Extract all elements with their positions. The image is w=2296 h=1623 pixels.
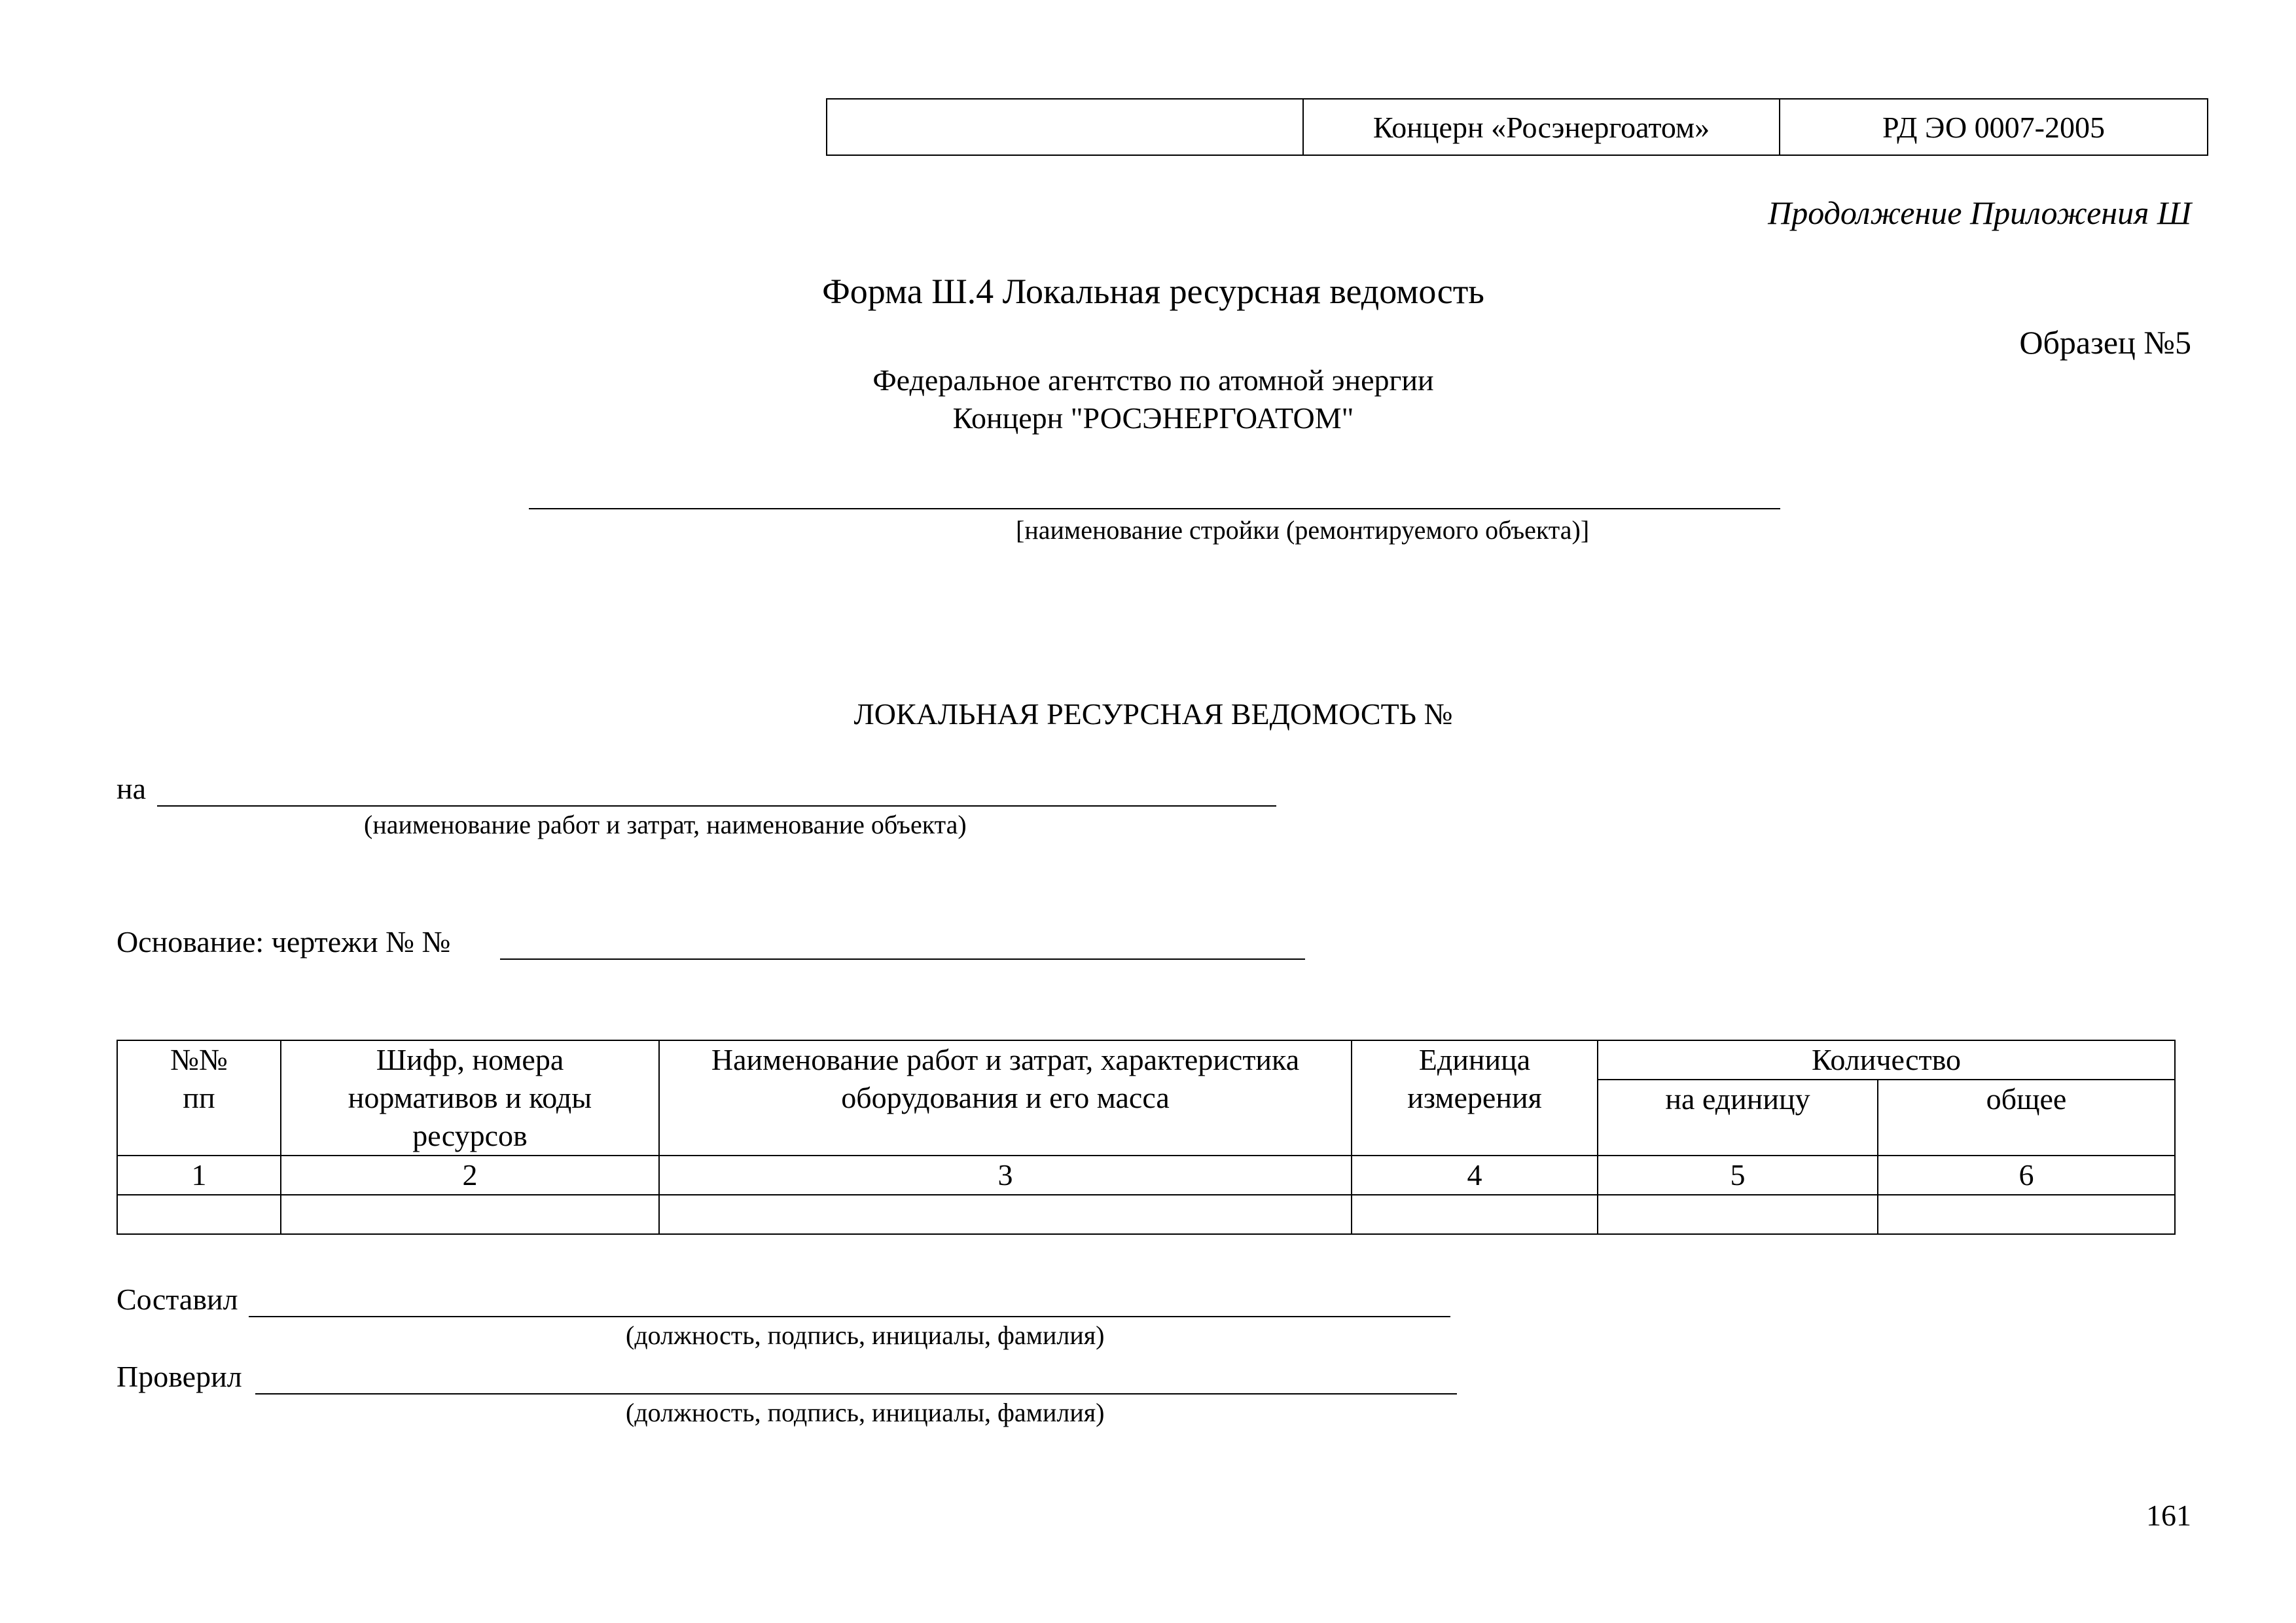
empty-cell xyxy=(1352,1195,1598,1234)
sample-label: Образец №5 xyxy=(2019,324,2191,361)
col-header-code-line2: нормативов и коды xyxy=(348,1081,592,1114)
col-header-unit-line1: Единица xyxy=(1418,1043,1531,1076)
column-numbers-row xyxy=(117,1156,2175,1195)
col-header-code xyxy=(281,1040,659,1156)
column-number: 3 xyxy=(659,1156,1352,1195)
concern-name: Концерн "РОСЭНЕРГОАТОМ" xyxy=(952,401,1354,435)
agency-name: Федеральное агентство по атомной энергии xyxy=(872,363,1434,397)
works-name-line xyxy=(157,805,1276,807)
col-header-total: общее xyxy=(1878,1080,2175,1156)
compiled-by-label: Составил xyxy=(117,1283,238,1316)
column-number: 4 xyxy=(1352,1156,1598,1195)
column-number: 1 xyxy=(117,1156,281,1195)
col-header-unit-line2: измерения xyxy=(1407,1081,1542,1114)
empty-cell xyxy=(281,1195,659,1234)
basis-label: Основание: чертежи № № xyxy=(117,925,451,958)
col-header-number xyxy=(117,1040,281,1156)
checked-by-caption: (должность, подпись, инициалы, фамилия) xyxy=(626,1398,1105,1427)
col-header-code-line1: Шифр, номера xyxy=(376,1043,564,1076)
empty-cell xyxy=(659,1195,1352,1234)
continuation-label: Продолжение Приложения Ш xyxy=(1768,194,2191,231)
header-document-code: РД ЭО 0007-2005 xyxy=(1780,99,2208,155)
resource-table xyxy=(117,1040,2176,1235)
empty-cell xyxy=(1878,1195,2175,1234)
compiled-by-line xyxy=(249,1316,1450,1317)
document-header-table xyxy=(826,98,2208,156)
col-header-code-line3: ресурсов xyxy=(412,1119,528,1152)
header-empty-cell xyxy=(827,99,1303,155)
construction-caption: [наименование стройки (ремонтируемого объекта)] xyxy=(1016,515,1590,545)
col-header-work-name xyxy=(659,1040,1352,1156)
column-number: 6 xyxy=(1878,1156,2175,1195)
form-title: Форма Ш.4 Локальная ресурсная ведомость xyxy=(822,272,1484,311)
col-header-per-unit: на единицу xyxy=(1598,1080,1878,1156)
column-number: 2 xyxy=(281,1156,659,1195)
col-header-work-name-line2: оборудования и его масса xyxy=(841,1081,1170,1114)
column-number: 5 xyxy=(1598,1156,1878,1195)
empty-cell xyxy=(117,1195,281,1234)
col-header-number-line1: №№ xyxy=(170,1043,228,1076)
works-caption: (наименование работ и затрат, наименование объекта) xyxy=(364,810,967,839)
drawings-line xyxy=(500,958,1305,960)
col-header-unit xyxy=(1352,1040,1598,1156)
compiled-by-caption: (должность, подпись, инициалы, фамилия) xyxy=(626,1321,1105,1350)
checked-by-line xyxy=(255,1393,1457,1395)
col-header-work-name-line1: Наименование работ и затрат, характеристика xyxy=(711,1043,1300,1076)
empty-data-row xyxy=(117,1195,2175,1234)
header-organization: Концерн «Росэнергоатом» xyxy=(1303,99,1780,155)
checked-by-label: Проверил xyxy=(117,1360,242,1393)
col-header-number-line2: пп xyxy=(183,1081,215,1114)
page-number: 161 xyxy=(2146,1499,2191,1532)
on-label: на xyxy=(117,772,147,805)
col-header-quantity: Количество xyxy=(1598,1040,2175,1080)
empty-cell xyxy=(1598,1195,1878,1234)
construction-name-line xyxy=(529,508,1780,509)
statement-title: ЛОКАЛЬНАЯ РЕСУРСНАЯ ВЕДОМОСТЬ № xyxy=(853,697,1453,731)
